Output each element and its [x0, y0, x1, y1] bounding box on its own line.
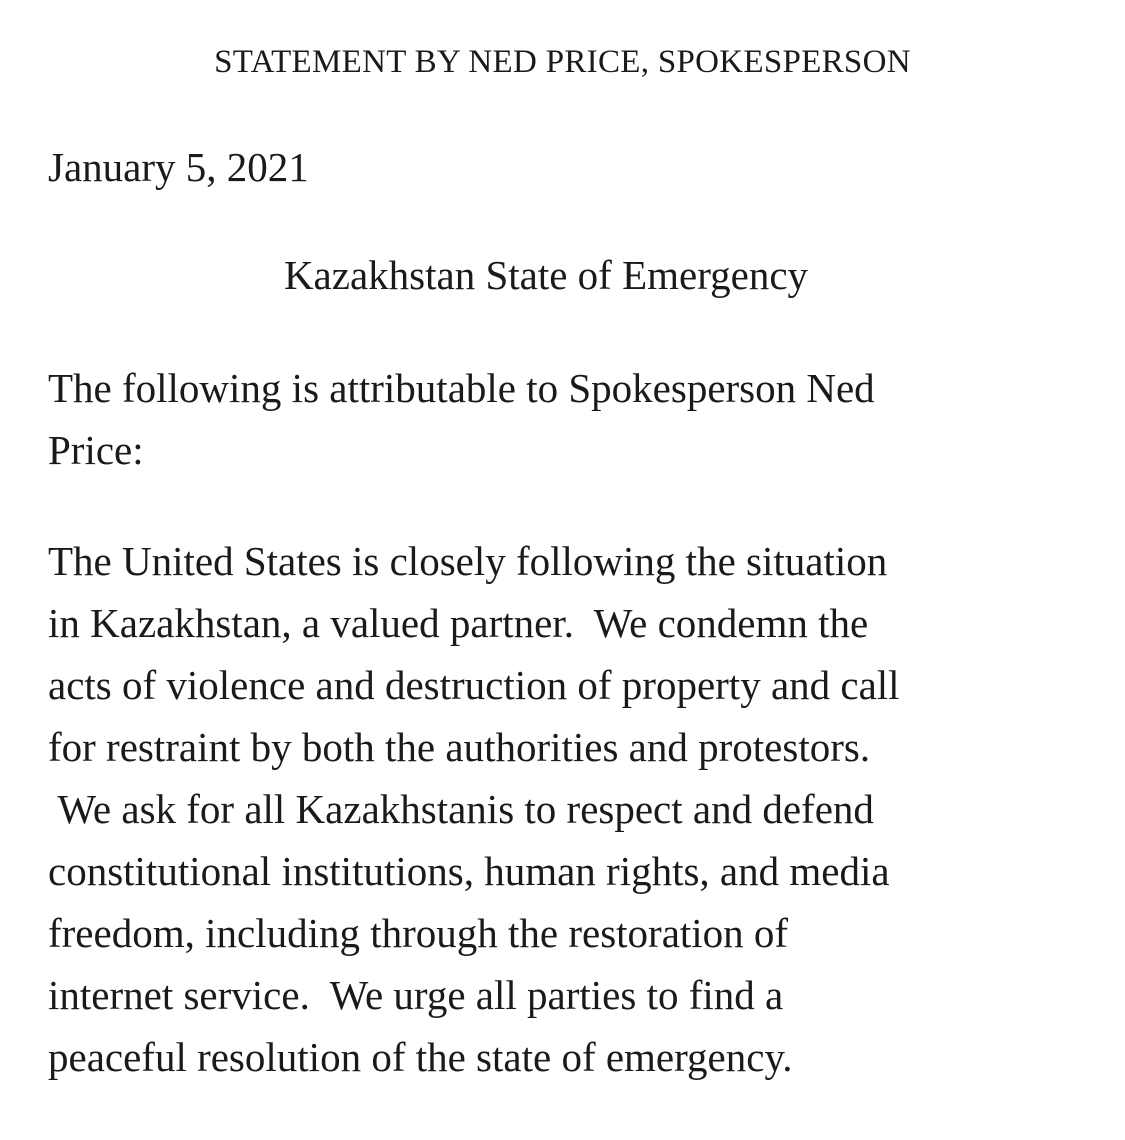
body-line: We ask for all Kazakhstanis to respect and defend [48, 786, 874, 832]
body-line: for restraint by both the authorities and protestors. [48, 724, 871, 770]
body-line: freedom, including through the restoration of [48, 910, 789, 956]
body-line: internet service. We urge all parties to find a [48, 972, 784, 1018]
intro-paragraph [48, 357, 1108, 481]
body-line: in Kazakhstan, a valued partner. We condemn the [48, 600, 869, 646]
body-line: acts of violence and destruction of property and call [48, 662, 900, 708]
intro-line: Price: [48, 427, 144, 473]
statement-title: Kazakhstan State of Emergency [283, 252, 809, 298]
intro-line: The following is attributable to Spokesperson Ned [48, 365, 875, 411]
statement-date: January 5, 2021 [48, 144, 309, 190]
body-paragraph [48, 530, 1108, 1088]
body-line: The United States is closely following the situation [48, 538, 888, 584]
body-line: constitutional institutions, human rights, and media [48, 848, 890, 894]
body-line: peaceful resolution of the state of emergency. [48, 1034, 793, 1080]
statement-header: STATEMENT BY NED PRICE, SPOKESPERSON [214, 44, 911, 80]
